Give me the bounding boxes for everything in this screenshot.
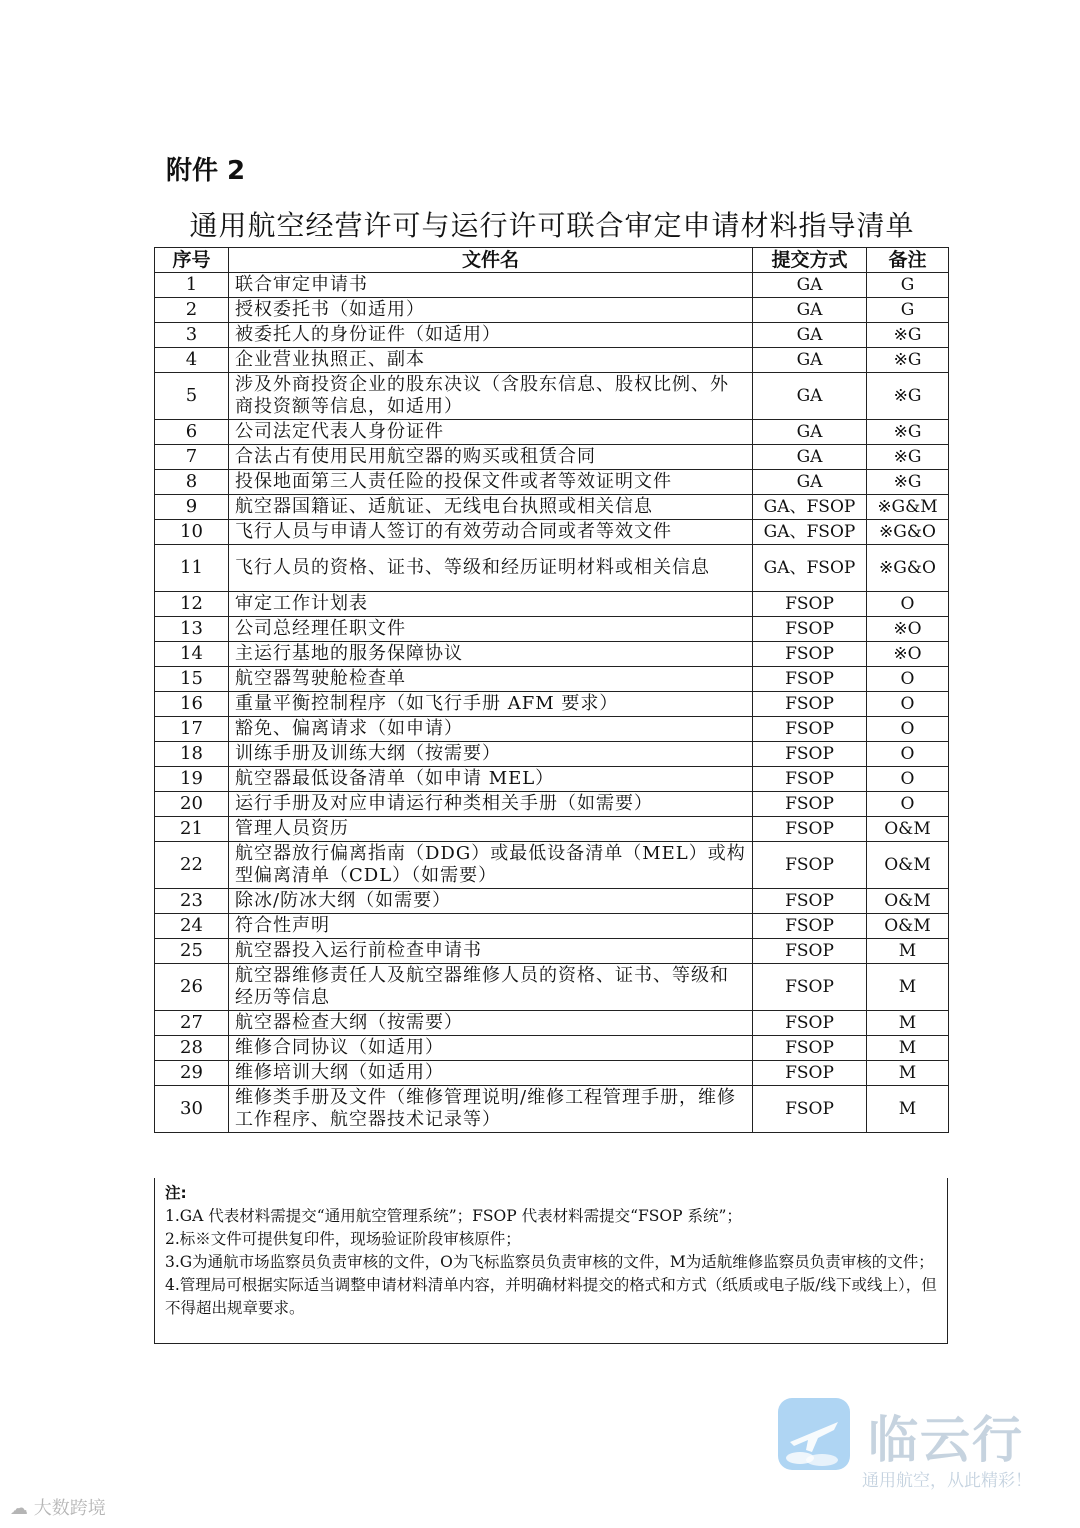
row-number-cell: 19 xyxy=(155,767,229,792)
row-number-cell: 20 xyxy=(155,792,229,817)
table-row xyxy=(155,1036,949,1061)
table-row xyxy=(155,323,949,348)
document-name-cell: 航空器维修责任人及航空器维修人员的资格、证书、等级和经历等信息 xyxy=(229,964,753,1011)
row-number-cell: 21 xyxy=(155,817,229,842)
submission-method-cell: GA xyxy=(753,298,867,323)
row-number-cell: 25 xyxy=(155,939,229,964)
remark-cell: M xyxy=(867,1036,949,1061)
table-row xyxy=(155,667,949,692)
row-number-cell: 5 xyxy=(155,373,229,420)
document-name-cell: 管理人员资历 xyxy=(229,817,753,842)
table-row xyxy=(155,767,949,792)
document-name-cell: 投保地面第三人责任险的投保文件或者等效证明文件 xyxy=(229,470,753,495)
document-name-cell: 符合性声明 xyxy=(229,914,753,939)
table-row xyxy=(155,617,949,642)
remark-cell: ※G&O xyxy=(867,545,949,592)
row-number-cell: 23 xyxy=(155,889,229,914)
row-number-cell: 26 xyxy=(155,964,229,1011)
header-remark: 备注 xyxy=(867,248,949,273)
document-name-cell: 公司法定代表人身份证件 xyxy=(229,420,753,445)
document-title: 通用航空经营许可与运行许可联合审定申请材料指导清单 xyxy=(189,209,915,242)
table-row xyxy=(155,792,949,817)
row-number-cell: 27 xyxy=(155,1011,229,1036)
table-row xyxy=(155,914,949,939)
row-number-cell: 1 xyxy=(155,273,229,298)
airplane-icon xyxy=(778,1398,850,1470)
header-name: 文件名 xyxy=(229,248,753,273)
document-name-cell: 维修合同协议（如适用） xyxy=(229,1036,753,1061)
document-name-cell: 航空器最低设备清单（如申请 MEL） xyxy=(229,767,753,792)
document-name-cell: 合法占有使用民用航空器的购买或租赁合同 xyxy=(229,445,753,470)
row-number-cell: 10 xyxy=(155,520,229,545)
remark-cell: ※G xyxy=(867,348,949,373)
submission-method-cell: FSOP xyxy=(753,1036,867,1061)
submission-method-cell: FSOP xyxy=(753,642,867,667)
remark-cell: ※O xyxy=(867,642,949,667)
note-item: 3.G为通航市场监察员负责审核的文件，O为飞标监察员负责审核的文件，M为适航维修监察员负责审核的文件； xyxy=(165,1253,934,1271)
row-number-cell: 30 xyxy=(155,1086,229,1133)
table-row xyxy=(155,742,949,767)
table-row xyxy=(155,1061,949,1086)
table-header-row xyxy=(155,248,949,273)
submission-method-cell: FSOP xyxy=(753,592,867,617)
row-number-cell: 14 xyxy=(155,642,229,667)
table-row xyxy=(155,273,949,298)
table-row xyxy=(155,373,949,420)
submission-method-cell: FSOP xyxy=(753,792,867,817)
row-number-cell: 6 xyxy=(155,420,229,445)
row-number-cell: 12 xyxy=(155,592,229,617)
row-number-cell: 16 xyxy=(155,692,229,717)
table-row xyxy=(155,592,949,617)
document-name-cell: 审定工作计划表 xyxy=(229,592,753,617)
remark-cell: G xyxy=(867,298,949,323)
source-watermark xyxy=(10,1494,106,1520)
watermark-slogan: 通用航空，从此精彩！ xyxy=(862,1471,1032,1491)
document-name-cell: 训练手册及训练大纲（按需要） xyxy=(229,742,753,767)
document-name-cell: 飞行人员与申请人签订的有效劳动合同或者等效文件 xyxy=(229,520,753,545)
row-number-cell: 24 xyxy=(155,914,229,939)
submission-method-cell: FSOP xyxy=(753,939,867,964)
row-number-cell: 18 xyxy=(155,742,229,767)
remark-cell: O xyxy=(867,792,949,817)
document-name-cell: 被委托人的身份证件（如适用） xyxy=(229,323,753,348)
submission-method-cell: GA xyxy=(753,420,867,445)
row-number-cell: 3 xyxy=(155,323,229,348)
table-row xyxy=(155,298,949,323)
remark-cell: O xyxy=(867,592,949,617)
remark-cell: O&M xyxy=(867,842,949,889)
document-name-cell: 航空器投入运行前检查申请书 xyxy=(229,939,753,964)
remark-cell: O xyxy=(867,742,949,767)
header-no: 序号 xyxy=(155,248,229,273)
table-row xyxy=(155,889,949,914)
document-name-cell: 授权委托书（如适用） xyxy=(229,298,753,323)
remark-cell: G xyxy=(867,273,949,298)
row-number-cell: 8 xyxy=(155,470,229,495)
remark-cell: ※O xyxy=(867,617,949,642)
remark-cell: ※G&M xyxy=(867,495,949,520)
table-row xyxy=(155,817,949,842)
row-number-cell: 22 xyxy=(155,842,229,889)
document-name-cell: 联合审定申请书 xyxy=(229,273,753,298)
document-name-cell: 运行手册及对应申请运行种类相关手册（如需要） xyxy=(229,792,753,817)
submission-method-cell: FSOP xyxy=(753,717,867,742)
table-row xyxy=(155,642,949,667)
row-number-cell: 13 xyxy=(155,617,229,642)
submission-method-cell: FSOP xyxy=(753,1086,867,1133)
document-name-cell: 豁免、偏离请求（如申请） xyxy=(229,717,753,742)
submission-method-cell: FSOP xyxy=(753,1011,867,1036)
table-row xyxy=(155,964,949,1011)
submission-method-cell: GA、FSOP xyxy=(753,545,867,592)
submission-method-cell: FSOP xyxy=(753,692,867,717)
submission-method-cell: FSOP xyxy=(753,914,867,939)
table-row xyxy=(155,445,949,470)
table-row xyxy=(155,470,949,495)
submission-method-cell: GA xyxy=(753,470,867,495)
note-item: 4.管理局可根据实际适当调整申请材料清单内容，并明确材料提交的格式和方式（纸质或电子版/线下或线上），但不得超出规章要求。 xyxy=(165,1276,937,1317)
row-number-cell: 7 xyxy=(155,445,229,470)
submission-method-cell: FSOP xyxy=(753,767,867,792)
document-name-cell: 重量平衡控制程序（如飞行手册 AFM 要求） xyxy=(229,692,753,717)
submission-method-cell: GA xyxy=(753,348,867,373)
note-item: 1.GA 代表材料需提交“通用航空管理系统”；FSOP 代表材料需提交“FSOP 系统”； xyxy=(165,1207,742,1225)
weibo-icon: ☁ xyxy=(10,1498,28,1519)
table-body xyxy=(155,273,949,1133)
submission-method-cell: GA xyxy=(753,273,867,298)
submission-method-cell: FSOP xyxy=(753,889,867,914)
submission-method-cell: GA xyxy=(753,373,867,420)
remark-cell: O xyxy=(867,692,949,717)
table-row xyxy=(155,717,949,742)
document-name-cell: 飞行人员的资格、证书、等级和经历证明材料或相关信息 xyxy=(229,545,753,592)
row-number-cell: 29 xyxy=(155,1061,229,1086)
document-name-cell: 企业营业执照正、副本 xyxy=(229,348,753,373)
table-row xyxy=(155,348,949,373)
remark-cell: M xyxy=(867,1086,949,1133)
document-name-cell: 航空器检查大纲（按需要） xyxy=(229,1011,753,1036)
submission-method-cell: FSOP xyxy=(753,1061,867,1086)
submission-method-cell: FSOP xyxy=(753,742,867,767)
remark-cell: M xyxy=(867,1011,949,1036)
notes-title: 注: xyxy=(165,1184,187,1202)
document-name-cell: 涉及外商投资企业的股东决议（含股东信息、股权比例、外商投资额等信息，如适用） xyxy=(229,373,753,420)
attachment-label: 附件 2 xyxy=(166,156,246,186)
document-name-cell: 除冰/防冰大纲（如需要） xyxy=(229,889,753,914)
submission-method-cell: GA、FSOP xyxy=(753,495,867,520)
source-watermark-text: 大数跨境 xyxy=(33,1498,106,1519)
row-number-cell: 28 xyxy=(155,1036,229,1061)
submission-method-cell: FSOP xyxy=(753,617,867,642)
note-item: 2.标※文件可提供复印件，现场验证阶段审核原件； xyxy=(165,1230,521,1248)
row-number-cell: 2 xyxy=(155,298,229,323)
document-name-cell: 航空器驾驶舱检查单 xyxy=(229,667,753,692)
submission-method-cell: FSOP xyxy=(753,964,867,1011)
remark-cell: M xyxy=(867,1061,949,1086)
row-number-cell: 4 xyxy=(155,348,229,373)
remark-cell: M xyxy=(867,964,949,1011)
table-row xyxy=(155,420,949,445)
row-number-cell: 17 xyxy=(155,717,229,742)
remark-cell: ※G&O xyxy=(867,520,949,545)
materials-table xyxy=(154,247,949,1133)
table-row xyxy=(155,1011,949,1036)
remark-cell: ※G xyxy=(867,445,949,470)
document-name-cell: 航空器国籍证、适航证、无线电台执照或相关信息 xyxy=(229,495,753,520)
table-row xyxy=(155,1086,949,1133)
watermark-logo xyxy=(778,1398,1048,1490)
remark-cell: ※G xyxy=(867,323,949,348)
document-name-cell: 维修培训大纲（如适用） xyxy=(229,1061,753,1086)
submission-method-cell: GA xyxy=(753,323,867,348)
remark-cell: ※G xyxy=(867,470,949,495)
remark-cell: O&M xyxy=(867,889,949,914)
submission-method-cell: GA xyxy=(753,445,867,470)
remark-cell: O xyxy=(867,717,949,742)
remark-cell: O xyxy=(867,767,949,792)
table-row xyxy=(155,692,949,717)
header-submission: 提交方式 xyxy=(753,248,867,273)
remark-cell: O&M xyxy=(867,817,949,842)
table-row xyxy=(155,939,949,964)
document-name-cell: 公司总经理任职文件 xyxy=(229,617,753,642)
remark-cell: ※G xyxy=(867,373,949,420)
watermark-brand: 临云行 xyxy=(868,1411,1024,1469)
row-number-cell: 11 xyxy=(155,545,229,592)
notes-box xyxy=(154,1178,948,1344)
document-name-cell: 维修类手册及文件（维修管理说明/维修工程管理手册，维修工作程序、航空器技术记录等） xyxy=(229,1086,753,1133)
remark-cell: ※G xyxy=(867,420,949,445)
remark-cell: O&M xyxy=(867,914,949,939)
document-name-cell: 航空器放行偏离指南（DDG）或最低设备清单（MEL）或构型偏离清单（CDL）（如需要） xyxy=(229,842,753,889)
table-row xyxy=(155,842,949,889)
table-row xyxy=(155,495,949,520)
row-number-cell: 15 xyxy=(155,667,229,692)
submission-method-cell: FSOP xyxy=(753,817,867,842)
remark-cell: O xyxy=(867,667,949,692)
submission-method-cell: GA、FSOP xyxy=(753,520,867,545)
remark-cell: M xyxy=(867,939,949,964)
submission-method-cell: FSOP xyxy=(753,667,867,692)
table-row xyxy=(155,520,949,545)
document-name-cell: 主运行基地的服务保障协议 xyxy=(229,642,753,667)
submission-method-cell: FSOP xyxy=(753,842,867,889)
table-row xyxy=(155,545,949,592)
row-number-cell: 9 xyxy=(155,495,229,520)
